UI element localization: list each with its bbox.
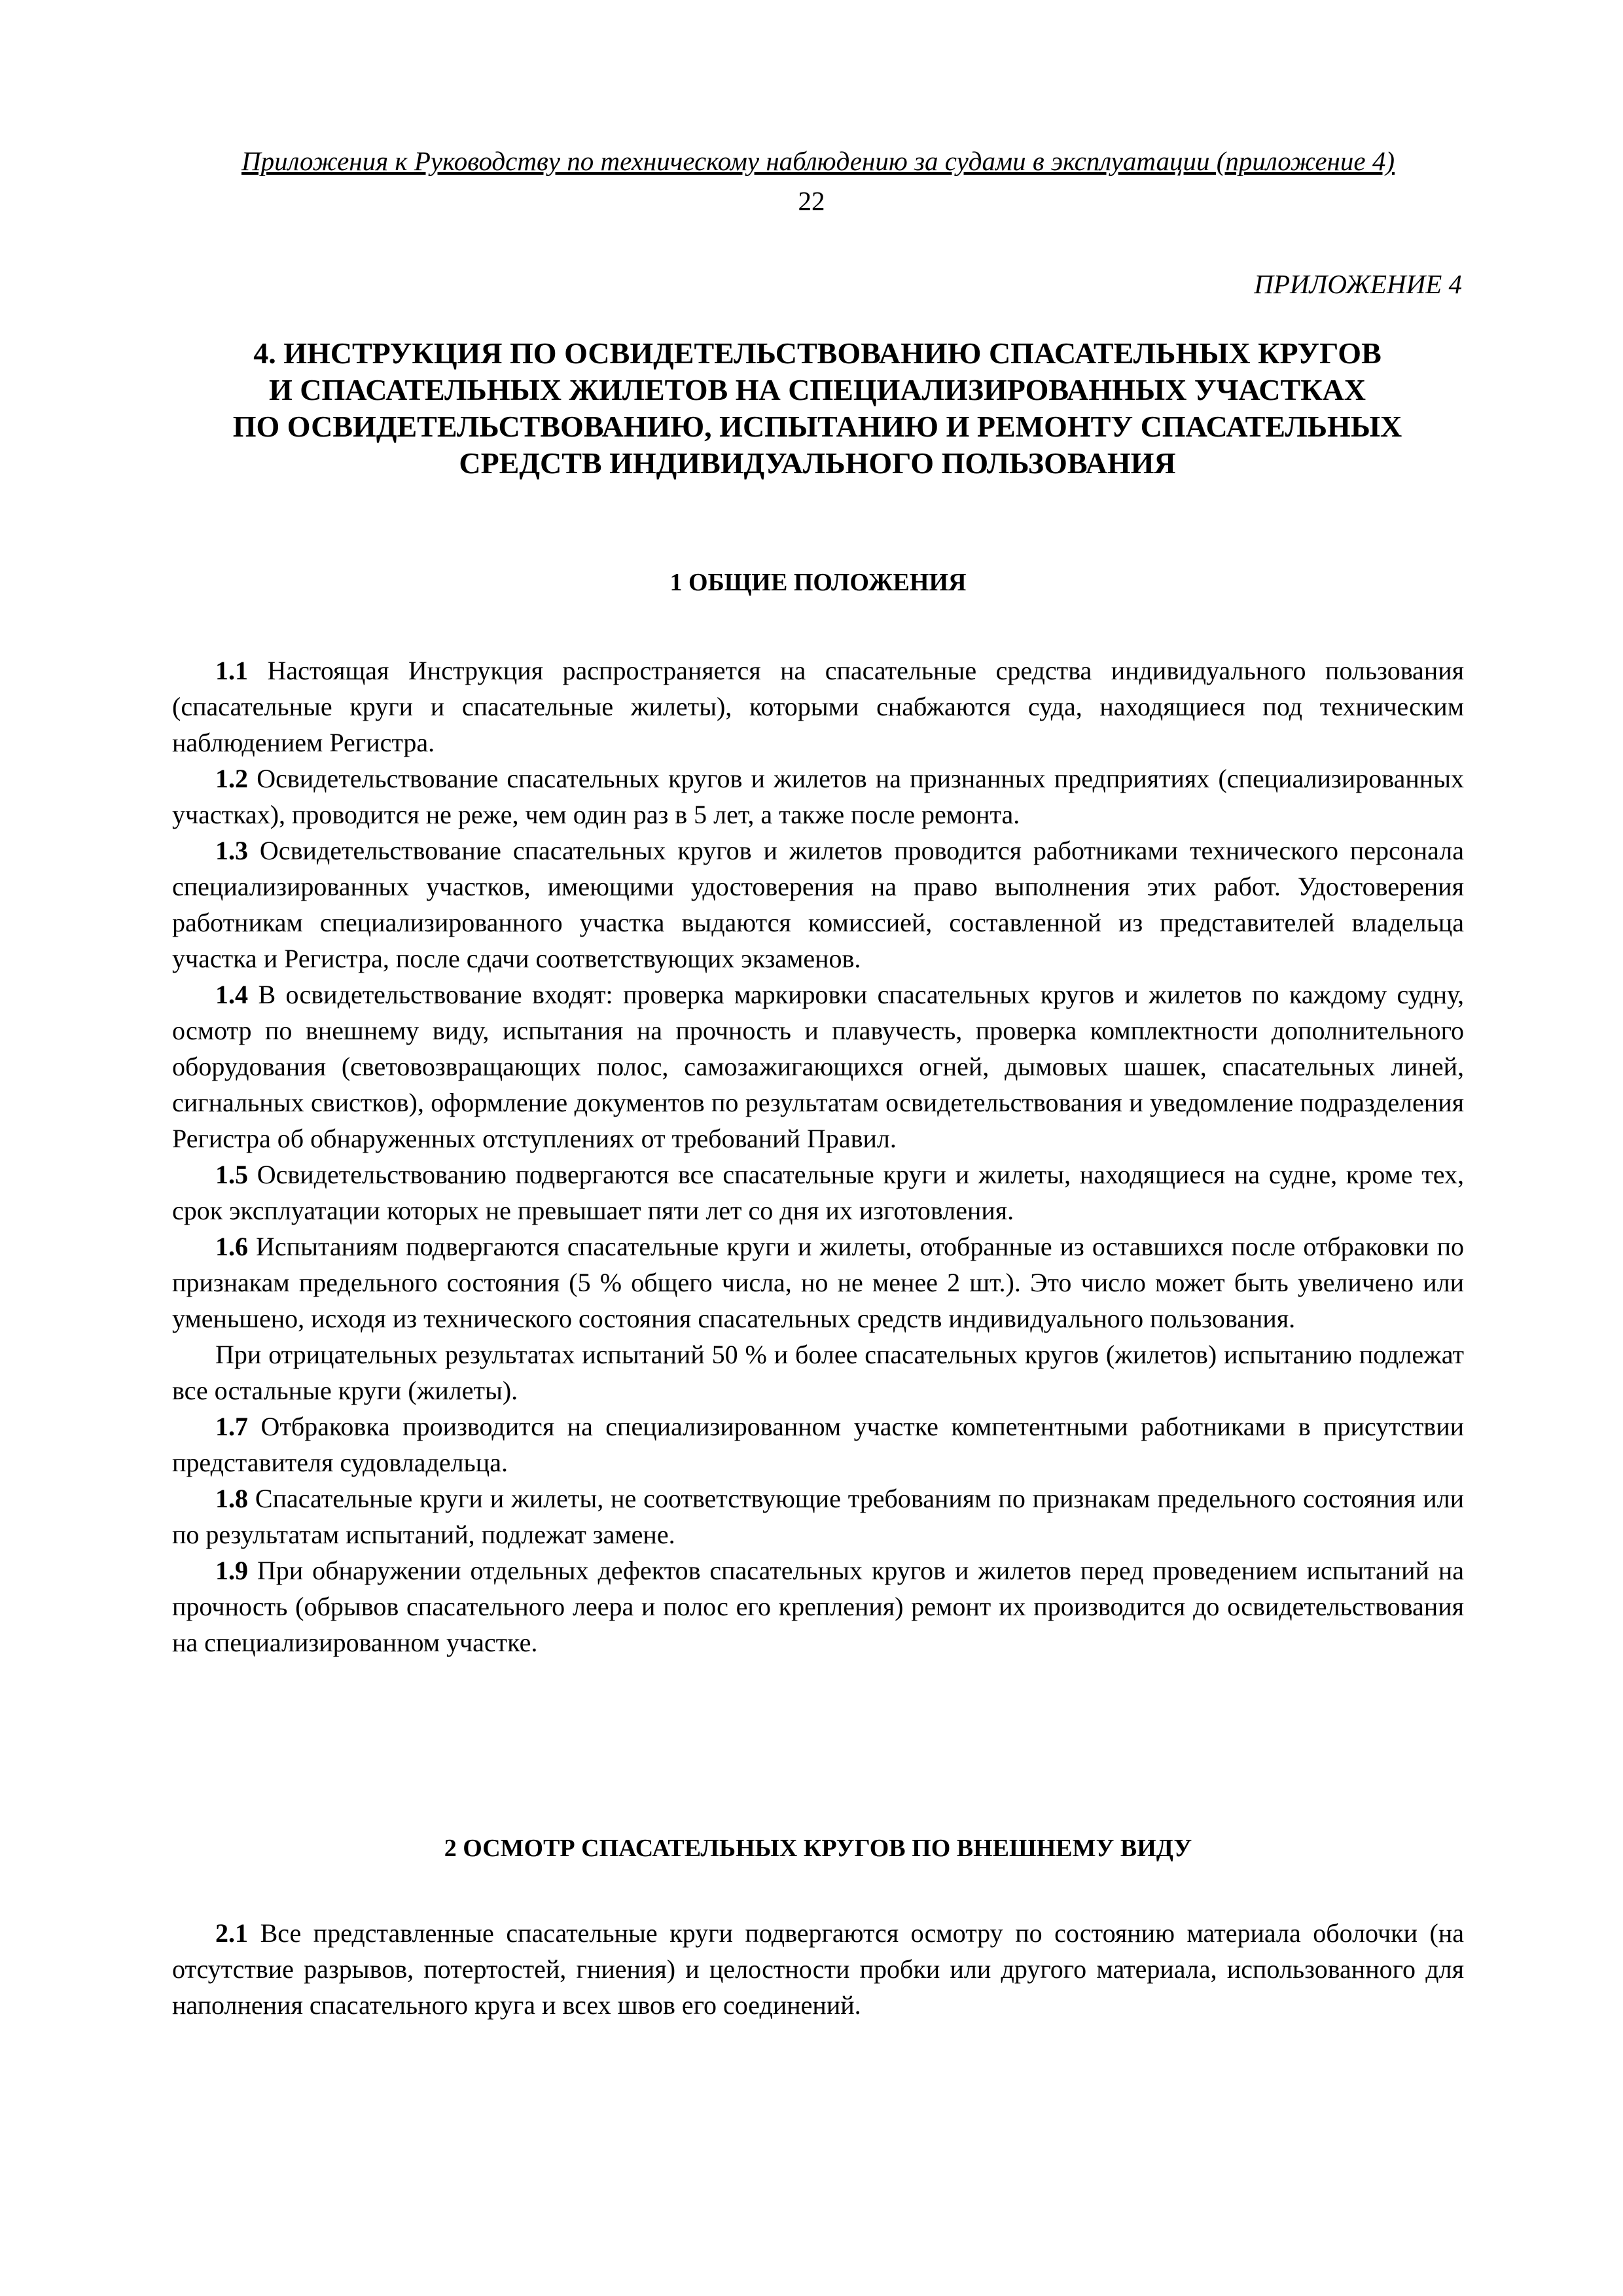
paragraph-number: 2.1 xyxy=(215,1918,248,1948)
paragraph-number: 1.2 xyxy=(215,764,248,793)
paragraph-text: При отрицательных результатах испытаний 50 % и более спасательных кругов (жилетов) испытанию подлежат все остальные круги (жилеты). xyxy=(172,1340,1464,1405)
paragraph-text: Освидетельствованию подвергаются все спасательные круги и жилеты, находящиеся на судне, кроме тех, срок эксплуатации которых не превышает пяти лет со дня их изготовления. xyxy=(172,1160,1464,1225)
paragraph-number: 1.4 xyxy=(215,980,248,1009)
paragraph-number: 1.9 xyxy=(215,1556,248,1585)
paragraph-text: Освидетельствование спасательных кругов и жилетов проводится работниками технического персонала специализированных участков, имеющими удостоверения на право выполнения этих работ. Удостоверения работникам специализированного участка выдаются комиссией, составленной из представителей владельца участка и Регистра, после сдачи соответствующих экзаменов. xyxy=(172,836,1465,973)
title-line: СРЕДСТВ ИНДИВИДУАЛЬНОГО ПОЛЬЗОВАНИЯ xyxy=(459,446,1176,480)
paragraph-number: 1.1 xyxy=(215,656,248,685)
paragraph-text: Отбраковка производится на специализированном участке компетентными работниками в присутствии представителя судовладельца. xyxy=(172,1412,1465,1477)
paragraph-text: В освидетельствование входят: проверка маркировки спасательных кругов и жилетов по каждому судну, осмотр по внешнему виду, испытания на прочность и плавучесть, проверка комплектности дополнительного оборудования (световозвращающих полос, самозажигающихся огней, дымовых шашек, спасательных линей, сигнальных свистков), оформление документов по результатам освидетельствования и уведомление подразделения Регистра об обнаруженных отступлениях от требований Правил. xyxy=(172,980,1465,1153)
paragraph xyxy=(172,1229,1464,1336)
title-line: 4. ИНСТРУКЦИЯ ПО ОСВИДЕТЕЛЬСТВОВАНИЮ СПАСАТЕЛЬНЫХ КРУГОВ xyxy=(253,336,1382,370)
paragraph xyxy=(172,1336,1464,1408)
paragraph-text: Все представленные спасательные круги подвергаются осмотру по состоянию материала оболочки (на отсутствие разрывов, потертостей, гниения) и целостности пробки или другого материала, использованного для наполнения спасательного круга и всех швов его соединений. xyxy=(172,1918,1465,2020)
running-header: Приложения к Руководству по техническому наблюдению за судами в эксплуатации (приложение 4) xyxy=(241,146,1395,176)
paragraph-text: При обнаружении отдельных дефектов спасательных кругов и жилетов перед проведением испытаний на прочность (обрывов спасательного леера и полос его крепления) ремонт их производится до освидетельствования на специализированном участке. xyxy=(172,1556,1464,1657)
title-line: И СПАСАТЕЛЬНЫХ ЖИЛЕТОВ НА СПЕЦИАЛИЗИРОВАННЫХ УЧАСТКАХ xyxy=(269,373,1366,406)
page-number: 22 xyxy=(798,186,825,216)
paragraph xyxy=(172,1157,1464,1229)
paragraph xyxy=(172,1408,1464,1480)
paragraph xyxy=(172,1480,1464,1552)
section-2-body xyxy=(172,1915,1464,2023)
paragraph-number: 1.3 xyxy=(215,836,248,865)
section-2-heading: 2 ОСМОТР СПАСАТЕЛЬНЫХ КРУГОВ ПО ВНЕШНЕМУ ВИДУ xyxy=(444,1835,1192,1862)
paragraph-text: Освидетельствование спасательных кругов и жилетов на признанных предприятиях (специализированных участках), проводится не реже, чем один раз в 5 лет, а также после ремонта. xyxy=(172,764,1465,829)
paragraph-number: 1.5 xyxy=(215,1160,248,1189)
paragraph-text: Испытаниям подвергаются спасательные круги и жилеты, отобранные из оставшихся после отбраковки по признакам предельного состояния (5 % общего числа, но не менее 2 шт.). Это число может быть увеличено или уменьшено, исходя из технического состояния спасательных средств индивидуального пользования. xyxy=(172,1232,1464,1333)
paragraph-number: 1.8 xyxy=(215,1484,248,1513)
paragraph xyxy=(172,977,1464,1157)
section-1-body xyxy=(172,653,1464,1660)
paragraph-number: 1.6 xyxy=(215,1232,248,1261)
title-line: ПО ОСВИДЕТЕЛЬСТВОВАНИЮ, ИСПЫТАНИЮ И РЕМОНТУ СПАСАТЕЛЬНЫХ xyxy=(232,410,1402,443)
paragraph xyxy=(172,1915,1464,2023)
paragraph-text: Спасательные круги и жилеты, не соответствующие требованиям по признакам предельного состояния или по результатам испытаний, подлежат замене. xyxy=(172,1484,1464,1549)
paragraph xyxy=(172,1552,1464,1660)
paragraph xyxy=(172,833,1464,977)
section-1-heading: 1 ОБЩИЕ ПОЛОЖЕНИЯ xyxy=(669,569,967,596)
paragraph xyxy=(172,653,1464,761)
paragraph-text: Настоящая Инструкция распространяется на спасательные средства индивидуального пользования (спасательные круги и спасательные жилеты), которыми снабжаются суда, находящиеся под техническим наблюдением Регистра. xyxy=(172,656,1465,757)
paragraph-number: 1.7 xyxy=(215,1412,248,1441)
document-title xyxy=(175,335,1459,482)
paragraph xyxy=(172,761,1464,833)
appendix-label: ПРИЛОЖЕНИЕ 4 xyxy=(1254,269,1462,299)
